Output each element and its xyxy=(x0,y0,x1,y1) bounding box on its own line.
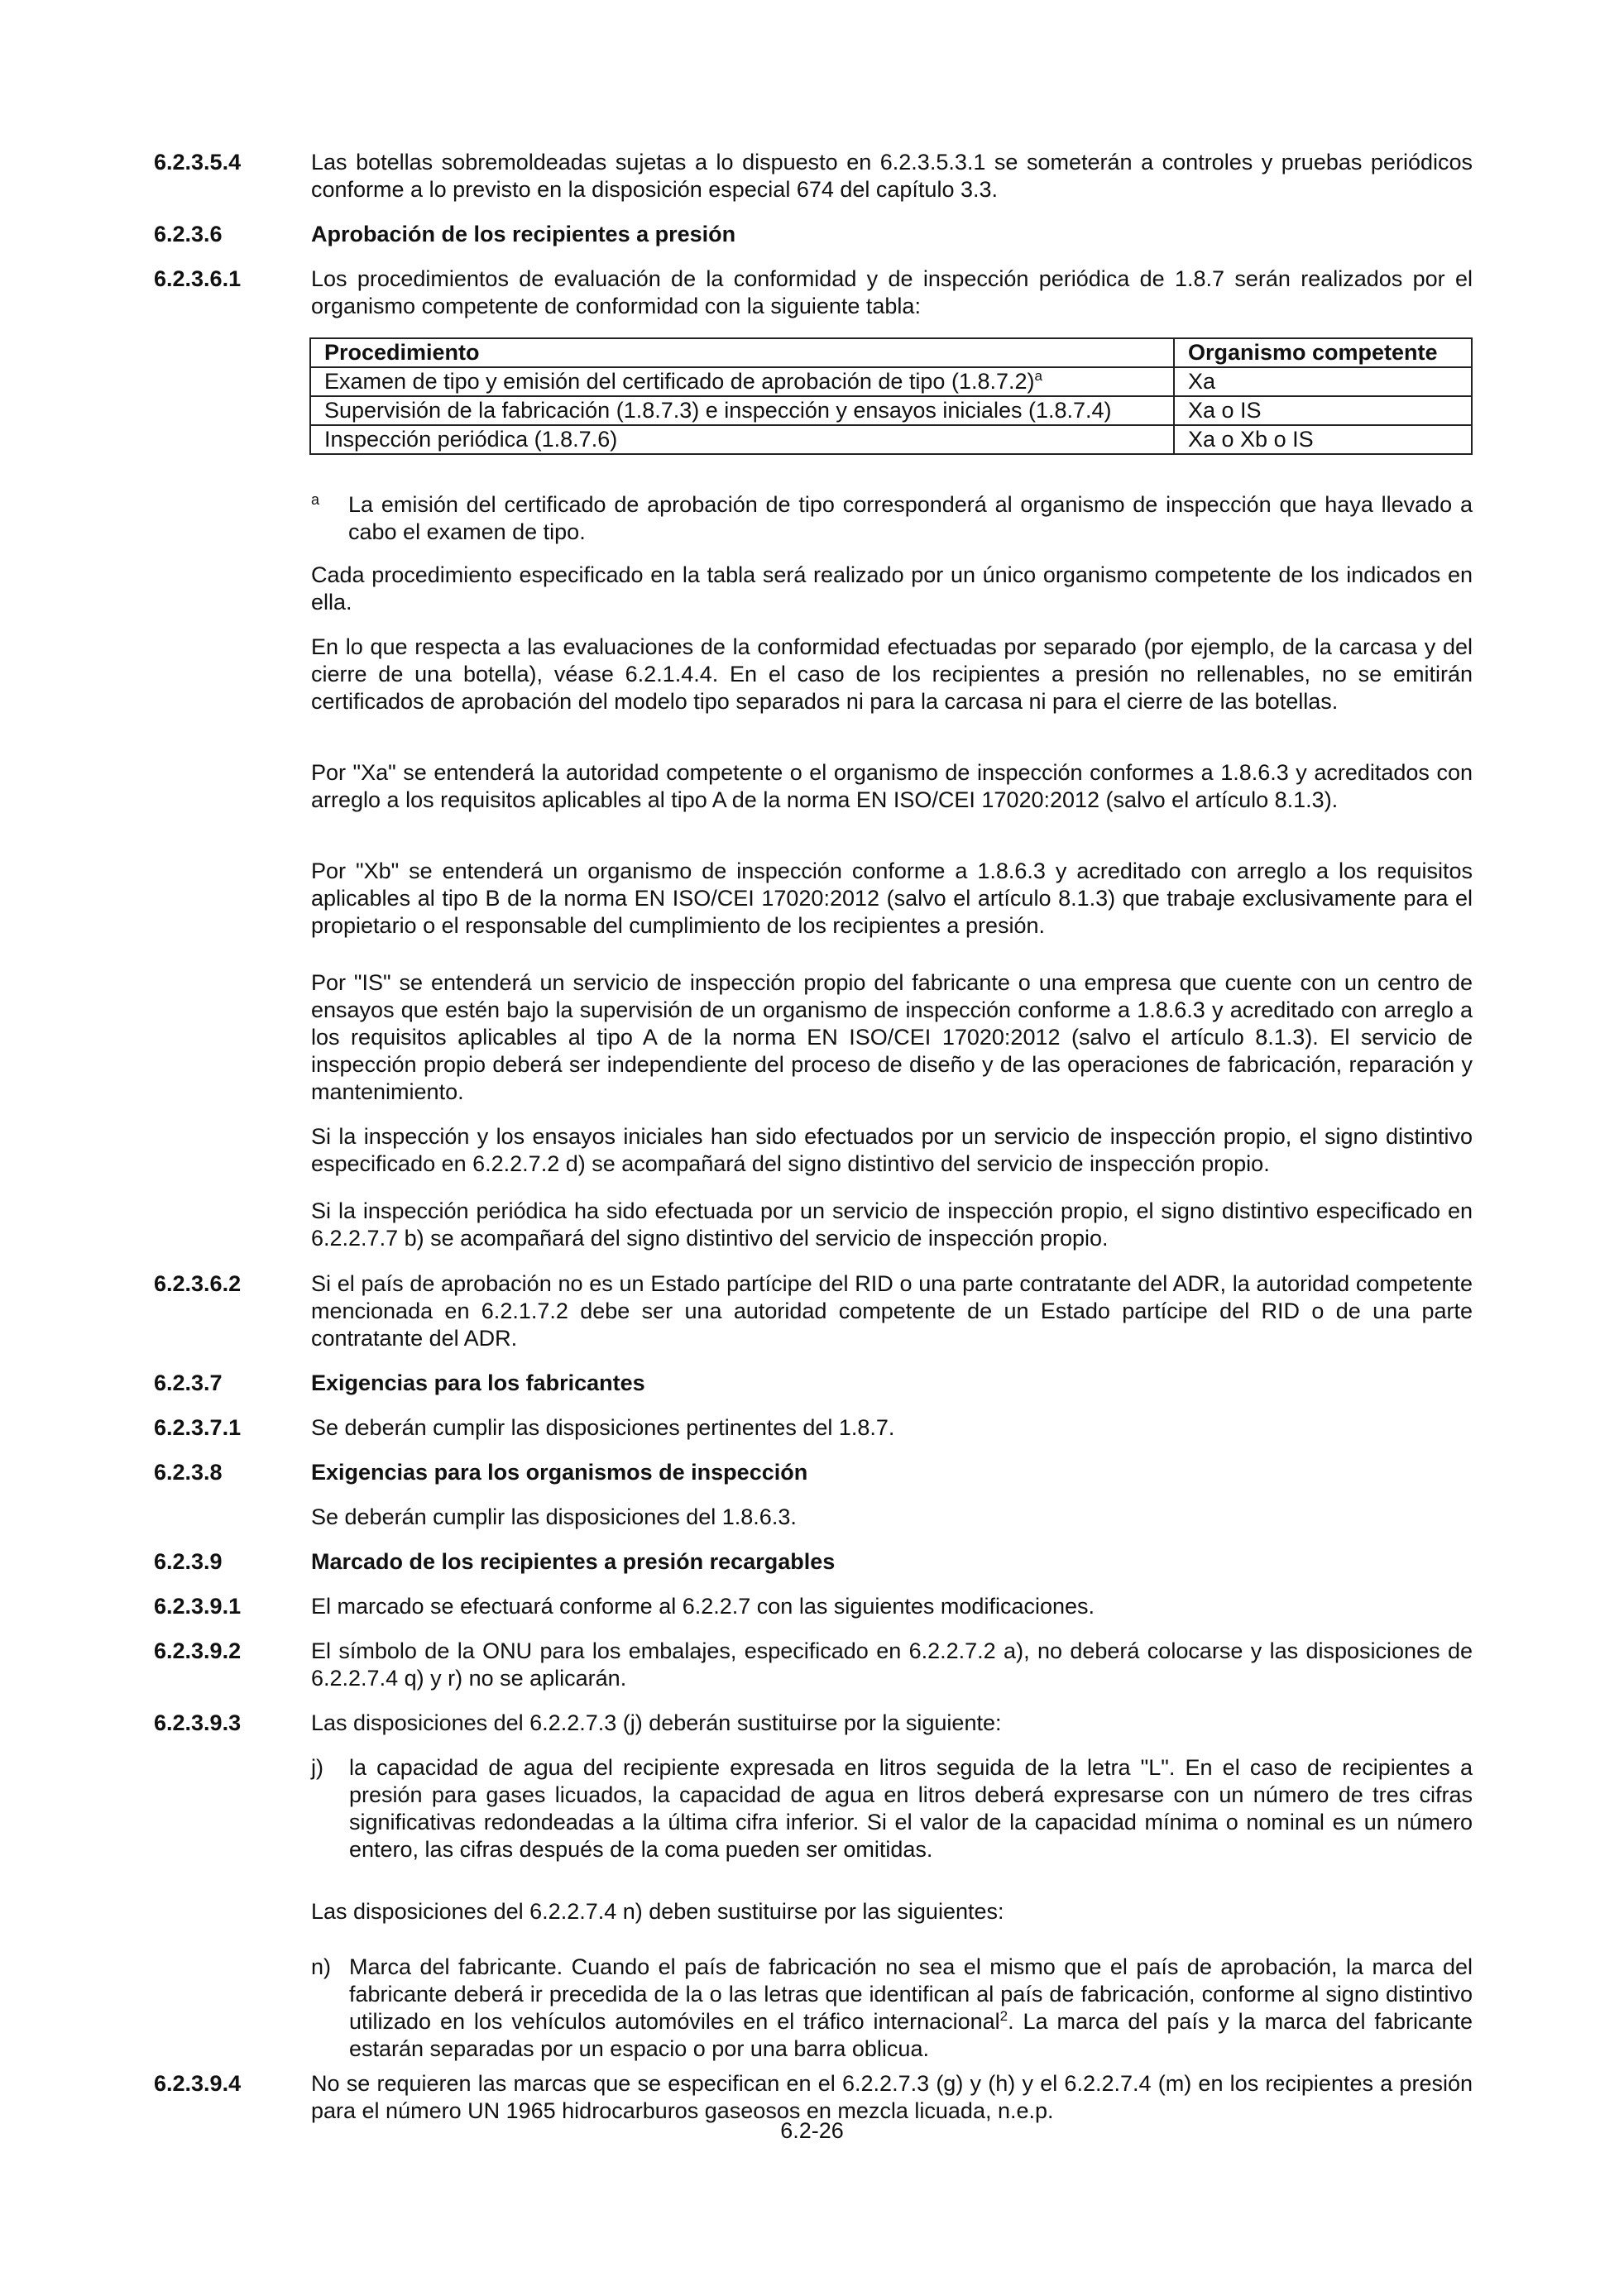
section-heading: Exigencias para los fabricantes xyxy=(311,1370,645,1395)
table-cell-procedure xyxy=(310,367,1174,396)
section-number: 6.2.3.6.2 xyxy=(154,1271,242,1296)
section-number: 6.2.3.9.1 xyxy=(154,1594,242,1619)
section-text: No se requieren las marcas que se especifican en el 6.2.2.7.3 (g) y (h) y el 6.2.2.7.4 (m) en los recipientes a presión para el número UN 1965 hidrocarburos gaseosos en mezcla licuada, n.e.p. xyxy=(311,2071,1473,2123)
paragraph: Si la inspección periódica ha sido efectuada por un servicio de inspección propio, el signo distintivo especificado en 6.2.2.7.7 b) se acompañará del signo distintivo del servicio de inspección propio. xyxy=(311,1198,1473,1251)
list-item-n xyxy=(311,1954,1473,2069)
section-number: 6.2.3.9.3 xyxy=(154,1710,242,1735)
competent-body-table xyxy=(309,337,1473,455)
section-number: 6.2.3.9.2 xyxy=(154,1638,242,1663)
item-text-part: . La marca del país y la marca del fabricante estarán separadas por un espacio o por una barra oblicua. xyxy=(349,2009,1473,2061)
paragraph: Por "Xb" se entenderá un organismo de inspección conforme a 1.8.6.3 y acreditado con arreglo a los requisitos aplicables al tipo B de la norma EN ISO/CEI 17020:2012 (salvo el artículo 8.1.3) que trabaje exclusivamente para el propietario o el responsable del cumplimiento de los recipientes a presión. xyxy=(311,859,1473,938)
section-text: Las disposiciones del 6.2.2.7.3 (j) deberán sustituirse por la siguiente: xyxy=(311,1710,1002,1735)
paragraph: Por "IS" se entenderá un servicio de inspección propio del fabricante o una empresa que cuente con un centro de ensayos que estén bajo la supervisión de un organismo de inspección conforme a 1.8.6.3 y acreditado con arreglo a los requisitos aplicables al tipo A de la norma EN ISO/CEI 17020:2012 (salvo el artículo 8.1.3). El servicio de inspección propio deberá ser independiente del proceso de diseño y de las operaciones de fabricación, reparación y mantenimiento. xyxy=(311,970,1473,1104)
section-number: 6.2.3.6.1 xyxy=(154,266,242,291)
procedure-text: Examen de tipo y emisión del certificado de aprobación de tipo (1.8.7.2) xyxy=(324,369,1035,394)
section-heading: Marcado de los recipientes a presión recargables xyxy=(311,1549,836,1574)
list-item-letter: j) xyxy=(311,1755,323,1780)
table-cell-body: Xa o Xb o IS xyxy=(1174,425,1472,454)
section-number: 6.2.3.8 xyxy=(154,1460,223,1485)
paragraph: Las disposiciones del 6.2.2.7.4 n) deben sustituirse por las siguientes: xyxy=(311,1899,1004,1924)
paragraph: Se deberán cumplir las disposiciones del 1.8.6.3. xyxy=(311,1504,797,1529)
item-text-part: Marca del fabricante. Cuando el país de fabricación no sea el mismo que el país de aprobación, la marca del fabricante deberá ir precedida de la o las letras que identifican al país de fabricación, conforme al signo distintivo utilizado en los vehículos automóviles en el tráfico internacional xyxy=(349,1954,1473,2034)
table-cell-procedure: Supervisión de la fabricación (1.8.7.3) e inspección y ensayos iniciales (1.8.7.4) xyxy=(310,396,1174,425)
list-item-text xyxy=(349,1954,1473,2063)
paragraph: Cada procedimiento especificado en la tabla será realizado por un único organismo competente de los indicados en ella. xyxy=(311,562,1473,615)
section-text: El símbolo de la ONU para los embalajes, especificado en 6.2.2.7.2 a), no deberá colocarse y las disposiciones de 6.2.2.7.4 q) y r) no se aplicarán. xyxy=(311,1638,1473,1691)
section-number: 6.2.3.7 xyxy=(154,1370,223,1395)
list-item-text: la capacidad de agua del recipiente expresada en litros seguida de la letra "L". En el caso de recipientes a presión para gases licuados, la capacidad de agua en litros deberá expresarse con un número de tres cifras significativas redondeadas a la última cifra inferior. Si el valor de la capacidad mínima o nominal es un número entero, las cifras después de la coma pueden ser omitidas. xyxy=(349,1755,1473,1862)
table-header-row xyxy=(310,338,1472,367)
paragraph: Si la inspección y los ensayos iniciales han sido efectuados por un servicio de inspección propio, el signo distintivo especificado en 6.2.2.7.2 d) se acompañará del signo distintivo del servicio de inspección propio. xyxy=(311,1124,1473,1176)
paragraph: En lo que respecta a las evaluaciones de la conformidad efectuadas por separado (por ejemplo, de la carcasa y del cierre de una botella), véase 6.2.1.4.4. En el caso de los recipientes a presión no rellenables, no se emitirán certificados de aprobación del modelo tipo separados ni para la carcasa ni para el cierre de las botellas. xyxy=(311,634,1473,714)
table-cell-body: Xa o IS xyxy=(1174,396,1472,425)
list-item-j xyxy=(311,1754,1473,1870)
page-number: 6.2-26 xyxy=(780,2118,844,2143)
table-header-body: Organismo competente xyxy=(1174,338,1472,367)
paragraph: Por "Xa" se entenderá la autoridad competente o el organismo de inspección conformes a 1.8.6.3 y acreditados con arreglo a los requisitos aplicables al tipo A de la norma EN ISO/CEI 17020:2012 (salvo el artículo 8.1.3). xyxy=(311,760,1473,812)
section-text: Se deberán cumplir las disposiciones pertinentes del 1.8.7. xyxy=(311,1415,895,1440)
table-row xyxy=(310,396,1472,425)
section-number: 6.2.3.5.4 xyxy=(154,150,242,175)
table-footnote: La emisión del certificado de aprobación de tipo corresponderá al organismo de inspección que haya llevado a cabo el examen de tipo. xyxy=(348,492,1473,544)
section-number: 6.2.3.6 xyxy=(154,222,223,246)
footnote-ref: 2 xyxy=(999,2008,1008,2024)
table-row xyxy=(310,425,1472,454)
table-footnote-mark: a xyxy=(311,491,320,508)
table-cell-procedure: Inspección periódica (1.8.7.6) xyxy=(310,425,1174,454)
section-number: 6.2.3.9 xyxy=(154,1549,223,1574)
list-item-letter: n) xyxy=(311,1954,332,1979)
section-text: Los procedimientos de evaluación de la conformidad y de inspección periódica de 1.8.7 serán realizados por el organismo competente de conformidad con la siguiente tabla: xyxy=(311,266,1473,318)
footnote-ref: a xyxy=(1034,368,1042,384)
section-number: 6.2.3.9.4 xyxy=(154,2071,242,2096)
section-text: El marcado se efectuará conforme al 6.2.2.7 con las siguientes modificaciones. xyxy=(311,1594,1095,1619)
section-number: 6.2.3.7.1 xyxy=(154,1415,242,1440)
table-row xyxy=(310,367,1472,396)
section-text: Las botellas sobremoldeadas sujetas a lo dispuesto en 6.2.3.5.3.1 se someterán a controles y pruebas periódicos conforme a lo previsto en la disposición especial 674 del capítulo 3.3. xyxy=(311,150,1473,202)
table-cell-body: Xa xyxy=(1174,367,1472,396)
table-header-procedure: Procedimiento xyxy=(310,338,1174,367)
section-heading: Exigencias para los organismos de inspección xyxy=(311,1460,808,1485)
section-heading: Aprobación de los recipientes a presión xyxy=(311,222,736,246)
section-text: Si el país de aprobación no es un Estado partícipe del RID o una parte contratante del ADR, la autoridad competente mencionada en 6.2.1.7.2 debe ser una autoridad competente de un Estado partícipe del RID o de una parte contratante del ADR. xyxy=(311,1271,1473,1351)
